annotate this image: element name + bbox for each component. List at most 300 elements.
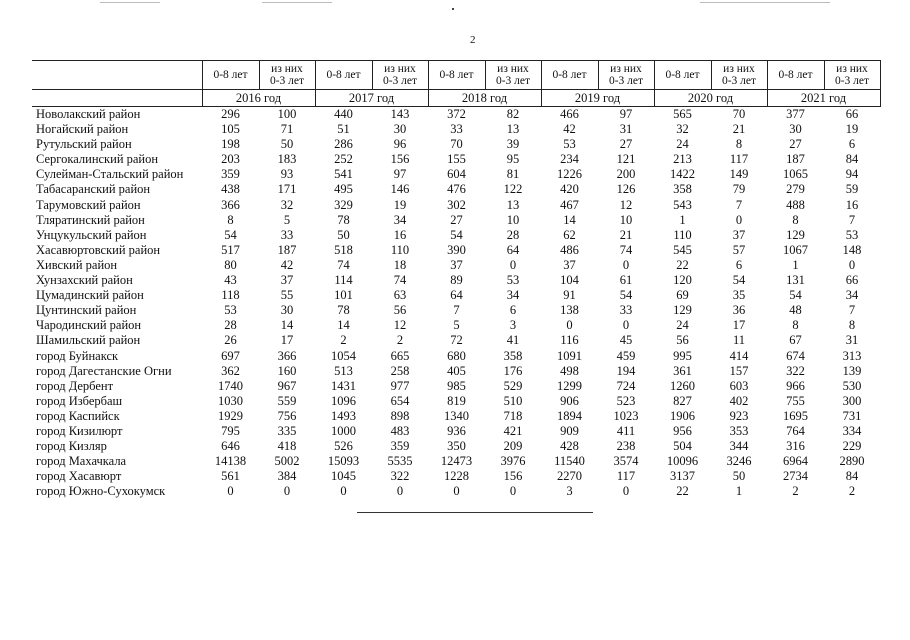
- value-age-0-8: 26: [224, 333, 237, 348]
- header-blank-cell: [32, 61, 202, 90]
- district-name: Табасаранский район: [36, 182, 151, 197]
- value-age-0-8: 74: [337, 257, 350, 272]
- value-age-0-3: 30: [280, 303, 294, 318]
- value-age-0-8: 48: [789, 303, 802, 318]
- district-name: город Избербаш: [36, 393, 123, 408]
- value-age-0-3: 110: [390, 242, 410, 257]
- value-age-0-8: 22: [676, 484, 689, 499]
- district-name: Сулейман-Стальский район: [36, 167, 184, 182]
- value-age-0-8: 296: [221, 107, 240, 121]
- value-age-0-3: 156: [503, 469, 523, 484]
- district-name: Унцукульский район: [36, 227, 147, 242]
- value-age-0-8: 372: [447, 107, 466, 121]
- value-age-0-8: 2270: [557, 469, 582, 484]
- value-age-0-8: 2: [792, 484, 799, 499]
- value-age-0-3: 359: [390, 439, 410, 454]
- value-age-0-3: 366: [277, 348, 297, 363]
- district-name: Ногайский район: [36, 122, 129, 137]
- district-name: Цумадинский район: [36, 288, 144, 303]
- value-age-0-8: 361: [673, 363, 692, 378]
- value-age-0-8: 91: [563, 288, 576, 303]
- value-age-0-3: 724: [616, 378, 636, 393]
- table-row: [32, 349, 880, 364]
- table-row: [32, 333, 880, 348]
- table-row: [32, 484, 880, 499]
- value-age-0-3: 53: [845, 227, 859, 242]
- value-age-0-3: 1023: [613, 408, 639, 423]
- value-age-0-8: 118: [221, 288, 240, 303]
- value-age-0-3: 33: [619, 303, 633, 318]
- value-age-0-8: 69: [676, 288, 689, 303]
- table-row: [32, 303, 880, 318]
- value-age-0-8: 543: [673, 197, 692, 212]
- value-age-0-8: 1260: [670, 378, 695, 393]
- value-age-0-8: 302: [447, 197, 466, 212]
- value-age-0-3: 121: [616, 152, 636, 167]
- value-age-0-3: 27: [619, 137, 633, 152]
- value-age-0-3: 7: [735, 197, 743, 212]
- value-age-0-3: 2: [396, 333, 404, 348]
- value-age-0-8: 1067: [783, 242, 808, 257]
- value-age-0-3: 94: [845, 167, 859, 182]
- value-age-0-8: 377: [786, 107, 805, 121]
- value-age-0-8: 116: [560, 333, 579, 348]
- value-age-0-8: 0: [340, 484, 347, 499]
- value-age-0-3: 530: [842, 378, 862, 393]
- value-age-0-8: 72: [450, 333, 463, 348]
- value-age-0-3: 13: [506, 197, 520, 212]
- value-age-0-8: 827: [673, 393, 692, 408]
- district-name: Цунтинский район: [36, 303, 137, 318]
- value-age-0-3: 559: [277, 393, 297, 408]
- top-rule-mid: [262, 2, 332, 3]
- value-age-0-3: 459: [616, 348, 636, 363]
- value-age-0-8: 105: [221, 122, 240, 137]
- value-age-0-3: 117: [729, 152, 749, 167]
- value-age-0-3: 8: [848, 318, 856, 333]
- table-row: [32, 424, 880, 439]
- value-age-0-3: 41: [506, 333, 520, 348]
- value-age-0-8: 1000: [331, 423, 356, 438]
- value-age-0-3: 0: [622, 484, 630, 499]
- value-age-0-8: 8: [792, 318, 799, 333]
- value-age-0-8: 28: [224, 318, 237, 333]
- value-age-0-8: 674: [786, 348, 805, 363]
- value-age-0-3: 97: [393, 167, 407, 182]
- value-age-0-3: 421: [503, 423, 523, 438]
- value-age-0-8: 350: [447, 439, 466, 454]
- value-age-0-3: 0: [622, 257, 630, 272]
- value-age-0-8: 129: [786, 227, 805, 242]
- value-age-0-8: 1894: [557, 408, 582, 423]
- value-age-0-8: 498: [560, 363, 579, 378]
- district-name: город Махачкала: [36, 454, 127, 469]
- value-age-0-8: 80: [224, 257, 237, 272]
- table-row: [32, 409, 880, 424]
- value-age-0-8: 1065: [783, 167, 808, 182]
- value-age-0-3: 61: [619, 273, 633, 288]
- value-age-0-8: 405: [447, 363, 466, 378]
- value-age-0-3: 146: [390, 182, 410, 197]
- value-age-0-3: 19: [393, 197, 407, 212]
- value-age-0-8: 565: [673, 107, 692, 121]
- value-age-0-8: 104: [560, 273, 579, 288]
- value-age-0-8: 27: [450, 212, 463, 227]
- district-name: Шамильский район: [36, 333, 141, 348]
- value-age-0-3: 665: [390, 348, 410, 363]
- table-row: [32, 439, 880, 454]
- value-age-0-3: 414: [729, 348, 749, 363]
- district-name: город Южно-Сухокумск: [36, 484, 166, 499]
- value-age-0-8: 54: [224, 227, 237, 242]
- value-age-0-3: 84: [845, 469, 859, 484]
- value-age-0-8: 51: [337, 122, 350, 137]
- table-row: [32, 469, 880, 484]
- value-age-0-8: 0: [227, 484, 234, 499]
- value-age-0-3: 79: [732, 182, 746, 197]
- value-age-0-8: 513: [334, 363, 353, 378]
- value-age-0-8: 764: [786, 423, 805, 438]
- value-age-0-3: 0: [848, 257, 856, 272]
- value-age-0-3: 157: [729, 363, 749, 378]
- value-age-0-8: 440: [334, 107, 353, 121]
- table-row: [32, 379, 880, 394]
- value-age-0-3: 50: [732, 469, 746, 484]
- value-age-0-8: 488: [786, 197, 805, 212]
- value-age-0-8: 420: [560, 182, 579, 197]
- value-age-0-3: 17: [280, 333, 294, 348]
- value-age-0-8: 114: [334, 273, 353, 288]
- value-age-0-8: 286: [334, 137, 353, 152]
- value-age-0-3: 718: [503, 408, 523, 423]
- value-age-0-3: 71: [280, 122, 294, 137]
- header-age-0-8: 0-8 лет: [202, 61, 259, 90]
- table-row: [32, 288, 880, 303]
- value-age-0-3: 37: [732, 227, 746, 242]
- header-age-row: [32, 61, 880, 90]
- district-name: Сергокалинский район: [36, 152, 159, 167]
- value-age-0-3: 0: [283, 484, 291, 499]
- bottom-rule: [357, 512, 593, 513]
- value-age-0-8: 755: [786, 393, 805, 408]
- table-row: [32, 122, 880, 137]
- header-age-0-8: 0-8 лет: [315, 61, 372, 90]
- value-age-0-3: 344: [729, 439, 749, 454]
- value-age-0-8: 131: [786, 273, 805, 288]
- value-age-0-3: 0: [622, 318, 630, 333]
- value-age-0-3: 603: [729, 378, 749, 393]
- value-age-0-3: 93: [280, 167, 294, 182]
- header-age-0-8: 0-8 лет: [654, 61, 711, 90]
- value-age-0-8: 64: [450, 288, 463, 303]
- value-age-0-8: 7: [453, 303, 460, 318]
- value-age-0-8: 110: [673, 227, 692, 242]
- value-age-0-3: 12: [619, 197, 633, 212]
- value-age-0-8: 1299: [557, 378, 582, 393]
- value-age-0-3: 81: [506, 167, 520, 182]
- value-age-0-8: 70: [450, 137, 463, 152]
- value-age-0-3: 53: [506, 273, 520, 288]
- header-sub-line2: 0-3 лет: [495, 75, 531, 87]
- value-age-0-3: 18: [393, 257, 407, 272]
- value-age-0-3: 143: [390, 107, 410, 121]
- district-name: город Буйнакск: [36, 348, 119, 363]
- value-age-0-3: 74: [619, 242, 633, 257]
- value-age-0-3: 10: [506, 212, 520, 227]
- value-age-0-3: 97: [619, 107, 633, 121]
- value-age-0-8: 11540: [554, 454, 585, 469]
- value-age-0-8: 1422: [670, 167, 695, 182]
- value-age-0-8: 466: [560, 107, 579, 121]
- value-age-0-3: 160: [277, 363, 297, 378]
- value-age-0-3: 7: [848, 212, 856, 227]
- value-age-0-3: 82: [506, 107, 520, 121]
- value-age-0-3: 529: [503, 378, 523, 393]
- table-row: [32, 273, 880, 288]
- value-age-0-3: 57: [732, 242, 746, 257]
- value-age-0-8: 329: [334, 197, 353, 212]
- table-row: [32, 152, 880, 167]
- value-age-0-8: 362: [221, 363, 240, 378]
- value-age-0-3: 313: [842, 348, 862, 363]
- top-rule-right: [700, 2, 830, 3]
- header-age-0-8: 0-8 лет: [767, 61, 824, 90]
- value-age-0-8: 966: [786, 378, 805, 393]
- value-age-0-8: 32: [676, 122, 689, 137]
- value-age-0-3: 402: [729, 393, 749, 408]
- district-name: Хивский район: [36, 257, 118, 272]
- value-age-0-3: 84: [845, 152, 859, 167]
- value-age-0-8: 795: [221, 423, 240, 438]
- value-age-0-8: 22: [676, 257, 689, 272]
- district-name: город Дагестанские Огни: [36, 363, 172, 378]
- table-row: [32, 167, 880, 182]
- value-age-0-3: 5535: [387, 454, 413, 469]
- value-age-0-3: 16: [845, 197, 859, 212]
- value-age-0-3: 3246: [726, 454, 752, 469]
- value-age-0-3: 3976: [500, 454, 526, 469]
- value-age-0-8: 213: [673, 152, 692, 167]
- table-row: [32, 198, 880, 213]
- value-age-0-8: 1054: [331, 348, 356, 363]
- value-age-0-3: 64: [506, 242, 520, 257]
- value-age-0-8: 198: [221, 137, 240, 152]
- value-age-0-8: 1740: [218, 378, 243, 393]
- header-sub-line1: из них: [384, 63, 416, 75]
- value-age-0-3: 654: [390, 393, 410, 408]
- value-age-0-8: 646: [221, 439, 240, 454]
- value-age-0-8: 985: [447, 378, 466, 393]
- value-age-0-3: 56: [393, 303, 407, 318]
- value-age-0-3: 66: [845, 107, 859, 121]
- value-age-0-3: 33: [280, 227, 294, 242]
- table-row: [32, 394, 880, 409]
- value-age-0-8: 819: [447, 393, 466, 408]
- value-age-0-8: 0: [453, 484, 460, 499]
- value-age-0-8: 561: [221, 469, 240, 484]
- value-age-0-8: 27: [789, 137, 802, 152]
- value-age-0-8: 526: [334, 439, 353, 454]
- value-age-0-8: 14: [337, 318, 350, 333]
- header-age-0-8: 0-8 лет: [428, 61, 485, 90]
- district-name: Тляратинский район: [36, 212, 145, 227]
- value-age-0-8: 1030: [218, 393, 243, 408]
- district-name: город Хасавюрт: [36, 469, 122, 484]
- header-sub-line1: из них: [723, 63, 755, 75]
- value-age-0-8: 187: [786, 152, 805, 167]
- table-row: [32, 243, 880, 258]
- value-age-0-8: 120: [673, 273, 692, 288]
- value-age-0-8: 545: [673, 242, 692, 257]
- value-age-0-8: 1906: [670, 408, 695, 423]
- value-age-0-3: 194: [616, 363, 636, 378]
- value-age-0-8: 43: [224, 273, 237, 288]
- header-year: 2017 год: [315, 90, 428, 107]
- value-age-0-3: 74: [393, 273, 407, 288]
- value-age-0-3: 59: [845, 182, 859, 197]
- header-sub-line1: из них: [271, 63, 303, 75]
- value-age-0-3: 55: [280, 288, 294, 303]
- header-age-0-3: [485, 61, 541, 90]
- value-age-0-8: 101: [334, 288, 353, 303]
- header-year: 2019 год: [541, 90, 654, 107]
- value-age-0-3: 31: [619, 122, 633, 137]
- value-age-0-3: 122: [503, 182, 523, 197]
- value-age-0-3: 258: [390, 363, 410, 378]
- value-age-0-8: 995: [673, 348, 692, 363]
- scan-speck: [452, 8, 454, 10]
- value-age-0-3: 731: [842, 408, 862, 423]
- value-age-0-3: 54: [732, 273, 746, 288]
- value-age-0-3: 229: [842, 439, 862, 454]
- value-age-0-3: 39: [506, 137, 520, 152]
- value-age-0-3: 149: [729, 167, 749, 182]
- table-row: [32, 182, 880, 197]
- value-age-0-3: 209: [503, 439, 523, 454]
- value-age-0-8: 24: [676, 137, 689, 152]
- value-age-0-8: 1: [679, 212, 686, 227]
- header-sub-line1: из них: [836, 63, 868, 75]
- value-age-0-8: 1929: [218, 408, 243, 423]
- value-age-0-3: 148: [842, 242, 862, 257]
- value-age-0-8: 1228: [444, 469, 469, 484]
- value-age-0-8: 366: [221, 197, 240, 212]
- value-age-0-8: 10096: [666, 454, 699, 469]
- value-age-0-3: 34: [506, 288, 520, 303]
- value-age-0-8: 155: [447, 152, 466, 167]
- value-age-0-3: 21: [732, 122, 746, 137]
- value-age-0-8: 390: [447, 242, 466, 257]
- value-age-0-3: 156: [390, 152, 410, 167]
- value-age-0-3: 756: [277, 408, 297, 423]
- value-age-0-8: 138: [560, 303, 579, 318]
- value-age-0-3: 32: [280, 197, 294, 212]
- value-age-0-8: 1695: [783, 408, 808, 423]
- value-age-0-3: 19: [845, 122, 859, 137]
- value-age-0-8: 697: [221, 348, 240, 363]
- header-blank-cell: [32, 90, 202, 107]
- table-row: [32, 213, 880, 228]
- value-age-0-8: 33: [450, 122, 463, 137]
- value-age-0-3: 353: [729, 423, 749, 438]
- value-age-0-3: 171: [277, 182, 297, 197]
- header-age-0-3: [711, 61, 767, 90]
- value-age-0-3: 42: [280, 257, 294, 272]
- value-age-0-8: 14: [563, 212, 576, 227]
- value-age-0-3: 28: [506, 227, 520, 242]
- value-age-0-3: 334: [842, 423, 862, 438]
- value-age-0-3: 3574: [613, 454, 639, 469]
- district-name: город Каспийск: [36, 408, 120, 423]
- header-year: 2020 год: [654, 90, 767, 107]
- value-age-0-3: 358: [503, 348, 523, 363]
- header-sub-line2: 0-3 лет: [269, 75, 305, 87]
- value-age-0-8: 42: [563, 122, 576, 137]
- value-age-0-3: 523: [616, 393, 636, 408]
- value-age-0-3: 967: [277, 378, 297, 393]
- value-age-0-8: 15093: [327, 454, 360, 469]
- value-age-0-3: 63: [393, 288, 407, 303]
- value-age-0-3: 30: [393, 122, 407, 137]
- value-age-0-3: 3: [509, 318, 517, 333]
- value-age-0-3: 384: [277, 469, 297, 484]
- value-age-0-3: 0: [735, 212, 743, 227]
- value-age-0-3: 8: [735, 137, 743, 152]
- value-age-0-3: 5: [283, 212, 291, 227]
- value-age-0-8: 62: [563, 227, 576, 242]
- header-sub-line2: 0-3 лет: [382, 75, 418, 87]
- value-age-0-3: 13: [506, 122, 520, 137]
- value-age-0-8: 30: [789, 122, 802, 137]
- value-age-0-3: 45: [619, 333, 633, 348]
- table-row: [32, 228, 880, 243]
- value-age-0-3: 6: [735, 257, 743, 272]
- value-age-0-3: 6: [509, 303, 517, 318]
- value-age-0-8: 956: [673, 423, 692, 438]
- value-age-0-3: 1: [735, 484, 743, 499]
- value-age-0-8: 906: [560, 393, 579, 408]
- value-age-0-8: 316: [786, 439, 805, 454]
- district-name: город Кизляр: [36, 439, 107, 454]
- value-age-0-3: 34: [845, 288, 859, 303]
- value-age-0-3: 0: [509, 257, 517, 272]
- value-age-0-3: 126: [616, 182, 636, 197]
- table-row: [32, 107, 880, 123]
- value-age-0-8: 54: [450, 227, 463, 242]
- value-age-0-3: 483: [390, 423, 410, 438]
- value-age-0-8: 53: [563, 137, 576, 152]
- table-row: [32, 454, 880, 469]
- value-age-0-3: 0: [509, 484, 517, 499]
- top-rule-left: [100, 2, 160, 3]
- value-age-0-3: 70: [732, 107, 746, 121]
- value-age-0-3: 96: [393, 137, 407, 152]
- value-age-0-3: 95: [506, 152, 520, 167]
- header-year: 2018 год: [428, 90, 541, 107]
- value-age-0-8: 1: [792, 257, 799, 272]
- value-age-0-8: 203: [221, 152, 240, 167]
- value-age-0-3: 2890: [839, 454, 865, 469]
- value-age-0-8: 1091: [557, 348, 582, 363]
- value-age-0-8: 1226: [557, 167, 582, 182]
- value-age-0-3: 139: [842, 363, 862, 378]
- value-age-0-3: 50: [280, 137, 294, 152]
- value-age-0-3: 12: [393, 318, 407, 333]
- value-age-0-8: 467: [560, 197, 579, 212]
- value-age-0-3: 37: [280, 273, 294, 288]
- value-age-0-3: 510: [503, 393, 523, 408]
- value-age-0-3: 11: [732, 333, 746, 348]
